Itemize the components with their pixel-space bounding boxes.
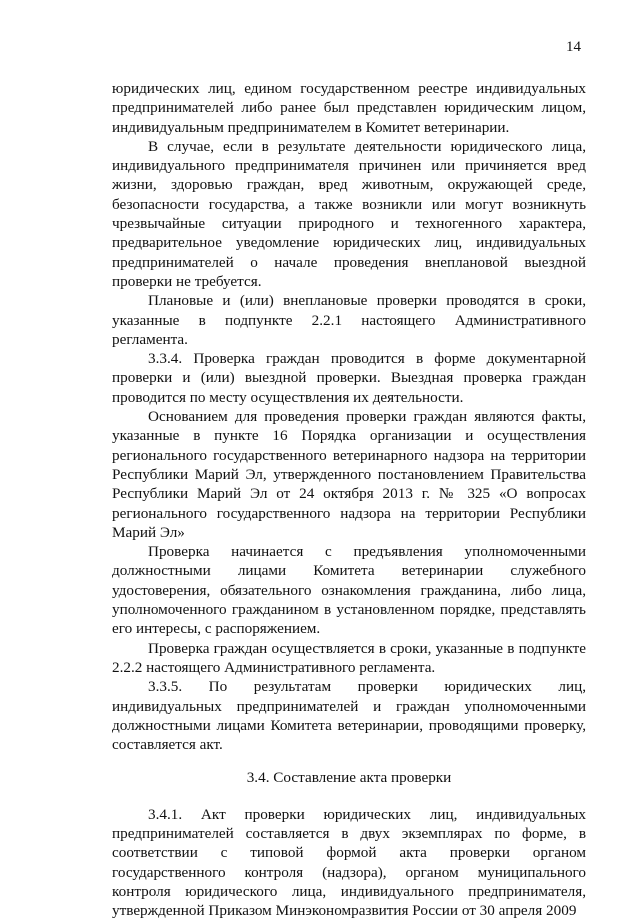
paragraph-emergency-exception: В случае, если в результате деятельности юридического лица, индивидуального предпринимателя причинен или причиняется вред жизни, здоровью граждан, вред животным, окружающей среде, безопасности государства, а также возникли или могут возникнуть чрезвычайные ситуации природного и техногенного характера, предварительное уведомление юридических лиц, индивидуальных предпринимателей о начале проведения внеплановой выездной проверки не требуется. xyxy=(112,137,586,290)
paragraph-inspection-terms: Плановые и (или) внеплановые проверки проводятся в сроки, указанные в подпункте 2.2.1 настоящего Административного регламента. xyxy=(112,292,586,348)
document-body xyxy=(112,79,586,920)
paragraph-inspection-start: Проверка начинается с предъявления уполномоченными должностными лицами Комитета ветеринарии служебного удостоверения, обязательного ознакомления гражданина, либо лица, уполномоченного гражданином в установленном порядке, представлять его интересы, с распоряжением. xyxy=(112,543,586,638)
paragraph-citizen-terms: Проверка граждан осуществляется в сроки, указанные в подпункте 2.2.2 настоящего Административного регламента. xyxy=(112,639,586,676)
section-heading: 3.4. Составление акта проверки xyxy=(246,769,452,787)
paragraph-3-3-5: 3.3.5. По результатам проверки юридических лиц, индивидуальных предпринимателей и граждан уполномоченными должностными лицами Комитета ветеринарии, проводящими проверку, составляется акт. xyxy=(112,678,586,754)
paragraph-3-4-1: 3.4.1. Акт проверки юридических лиц, индивидуальных предпринимателей составляется в двух экземплярах по форме, в соответствии с типовой формой акта проверки органом государственного контроля (надзора), органом муниципального контроля юридического лица, индивидуального предпринимателя, утвержденной Приказом Минэкономразвития России от 30 апреля 2009 xyxy=(112,805,586,920)
paragraph-grounds: Основанием для проведения проверки граждан являются факты, указанные в пункте 16 Порядка организации и осуществления регионального государственного ветеринарного надзора на территории Республики Марий Эл, утвержденного постановлением Правительства Республики Марий Эл от 24 октября 2013 г. № 325 «О вопросах регионального государственного надзора на территории Республики Марий Эл» xyxy=(112,408,586,541)
paragraph-3-3-4: 3.3.4. Проверка граждан проводится в форме документарной проверки и (или) выездной проверки. Выездная проверка граждан проводится по месту осуществления их деятельности. xyxy=(112,350,586,406)
paragraph-continuation: юридических лиц, едином государственном реестре индивидуальных предпринимателей либо ранее был представлен юридическим лицом, индивидуальным предпринимателем в Комитет ветеринарии. xyxy=(112,80,586,136)
page-number: 14 xyxy=(566,39,581,55)
